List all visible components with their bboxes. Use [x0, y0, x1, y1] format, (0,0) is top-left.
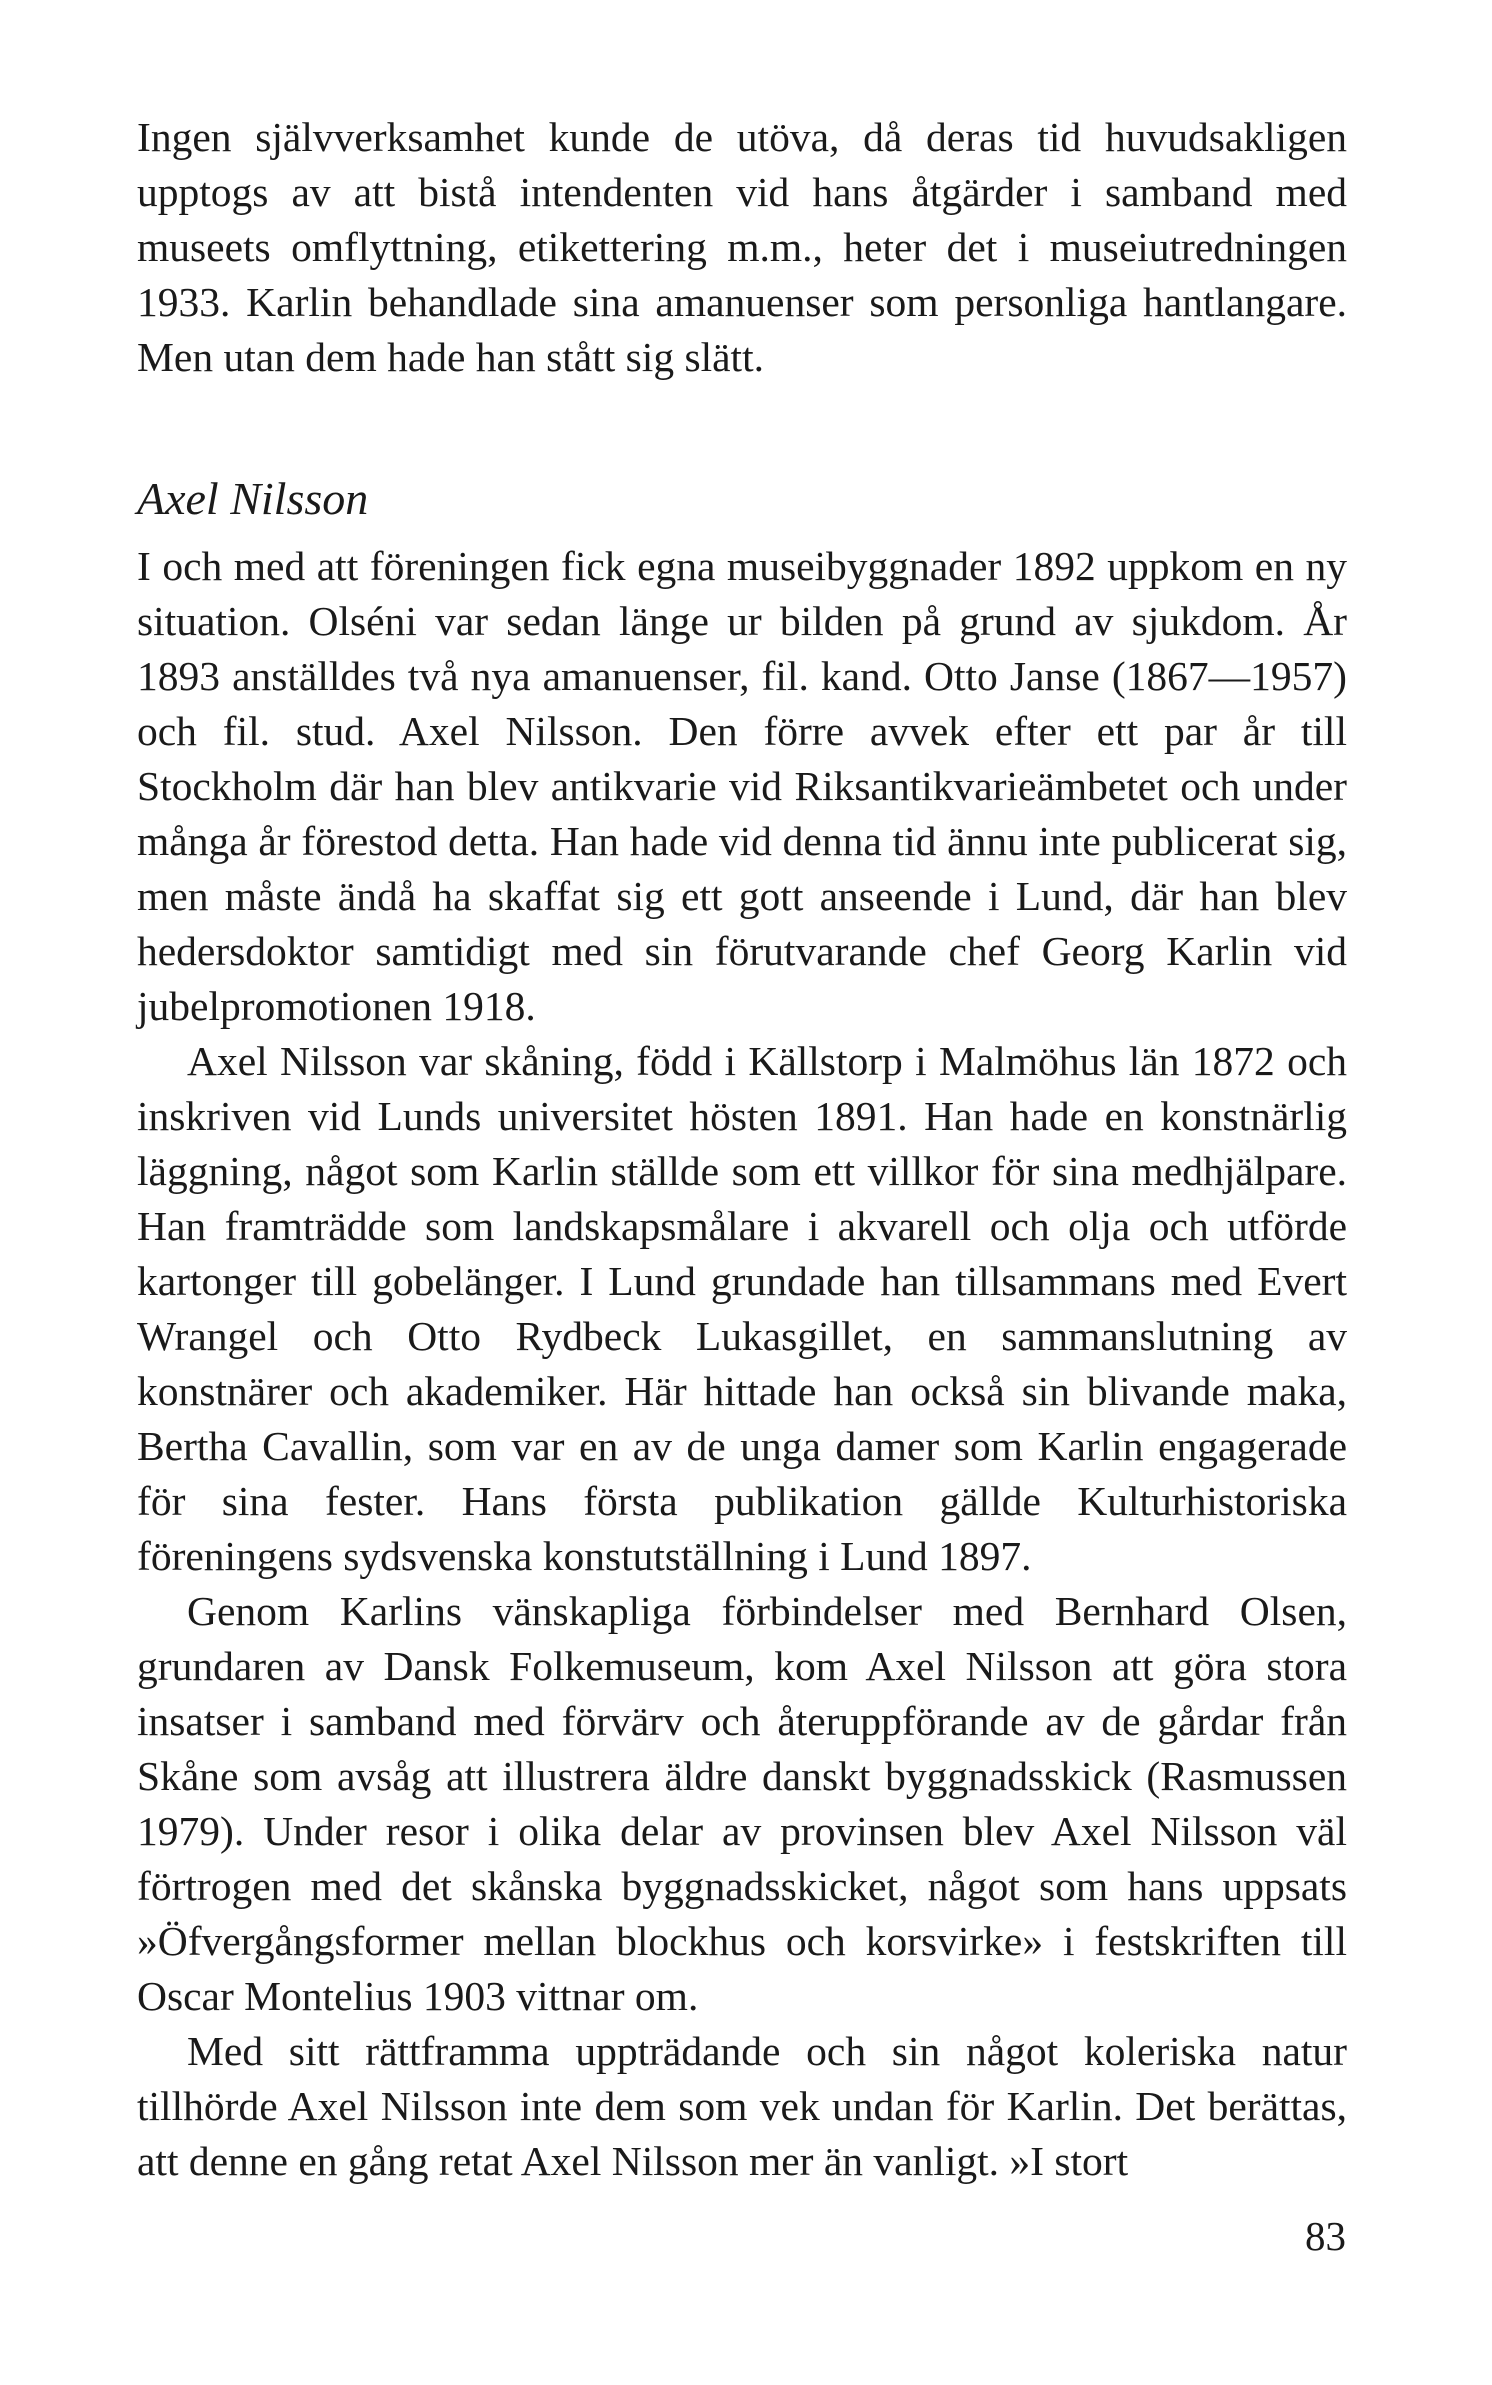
body-paragraph: Genom Karlins vänskapliga förbindelser med Bernhard Olsen, grundaren av Dansk Folkemuseum, kom Axel Nilsson att göra stora insatser i samband med förvärv och återuppförande av de gårdar från Skåne som avsåg att illustrera äldre danskt byggnadsskick (Rasmussen 1979). Under resor i olika delar av provinsen blev Axel Nilsson väl förtrogen med det skånska byggnadsskicket, något som hans uppsats »Öfvergångsformer mellan blockhus och korsvirke» i festskriften till Oscar Montelius 1903 vittnar om. — [137, 1588, 1347, 2019]
book-page — [137, 110, 1347, 2189]
section-heading: Axel Nilsson — [137, 473, 369, 524]
body-paragraph: I och med att föreningen fick egna museibyggnader 1892 uppkom en ny situation. Olséni var sedan länge ur bilden på grund av sjukdom. År 1893 anställdes två nya amanuenser, fil. kand. Otto Janse (1867—1957) och fil. stud. Axel Nilsson. Den förre avvek efter ett par år till Stockholm där han blev antikvarie vid Riksantikvarieämbetet och under många år förestod detta. Han hade vid denna tid ännu inte publicerat sig, men måste ändå ha skaffat sig ett gott anseende i Lund, där han blev hedersdoktor samtidigt med sin förutvarande chef Georg Karlin vid jubelpromotionen 1918. — [137, 543, 1347, 1029]
page-number: 83 — [1305, 2213, 1346, 2259]
body-paragraph: Axel Nilsson var skåning, född i Källstorp i Malmöhus län 1872 och inskriven vid Lunds universitet hösten 1891. Han hade en konstnärlig läggning, något som Karlin ställde som ett villkor för sina medhjälpare. Han framträdde som landskapsmålare i akvarell och olja och utförde kartonger till gobelänger. I Lund grundade han tillsammans med Evert Wrangel och Otto Rydbeck Lukasgillet, en sammanslutning av konstnärer och akademiker. Här hittade han också sin blivande maka, Bertha Cavallin, som var en av de unga damer som Karlin engagerade för sina fester. Hans första publikation gällde Kulturhistoriska föreningens sydsvenska konstutställning i Lund 1897. — [137, 1038, 1347, 1579]
body-paragraph: Ingen självverksamhet kunde de utöva, då deras tid huvudsakligen upptogs av att bistå intendenten vid hans åtgärder i samband med museets omflyttning, etikettering m.m., heter det i museiutredningen 1933. Karlin behandlade sina amanuenser som personliga hantlangare. Men utan dem hade han stått sig slätt. — [137, 114, 1347, 380]
body-paragraph: Med sitt rättframma uppträdande och sin något koleriska natur tillhörde Axel Nilsson inte dem som vek undan för Karlin. Det berättas, att denne en gång retat Axel Nilsson mer än vanligt. »I stort — [137, 2028, 1347, 2184]
